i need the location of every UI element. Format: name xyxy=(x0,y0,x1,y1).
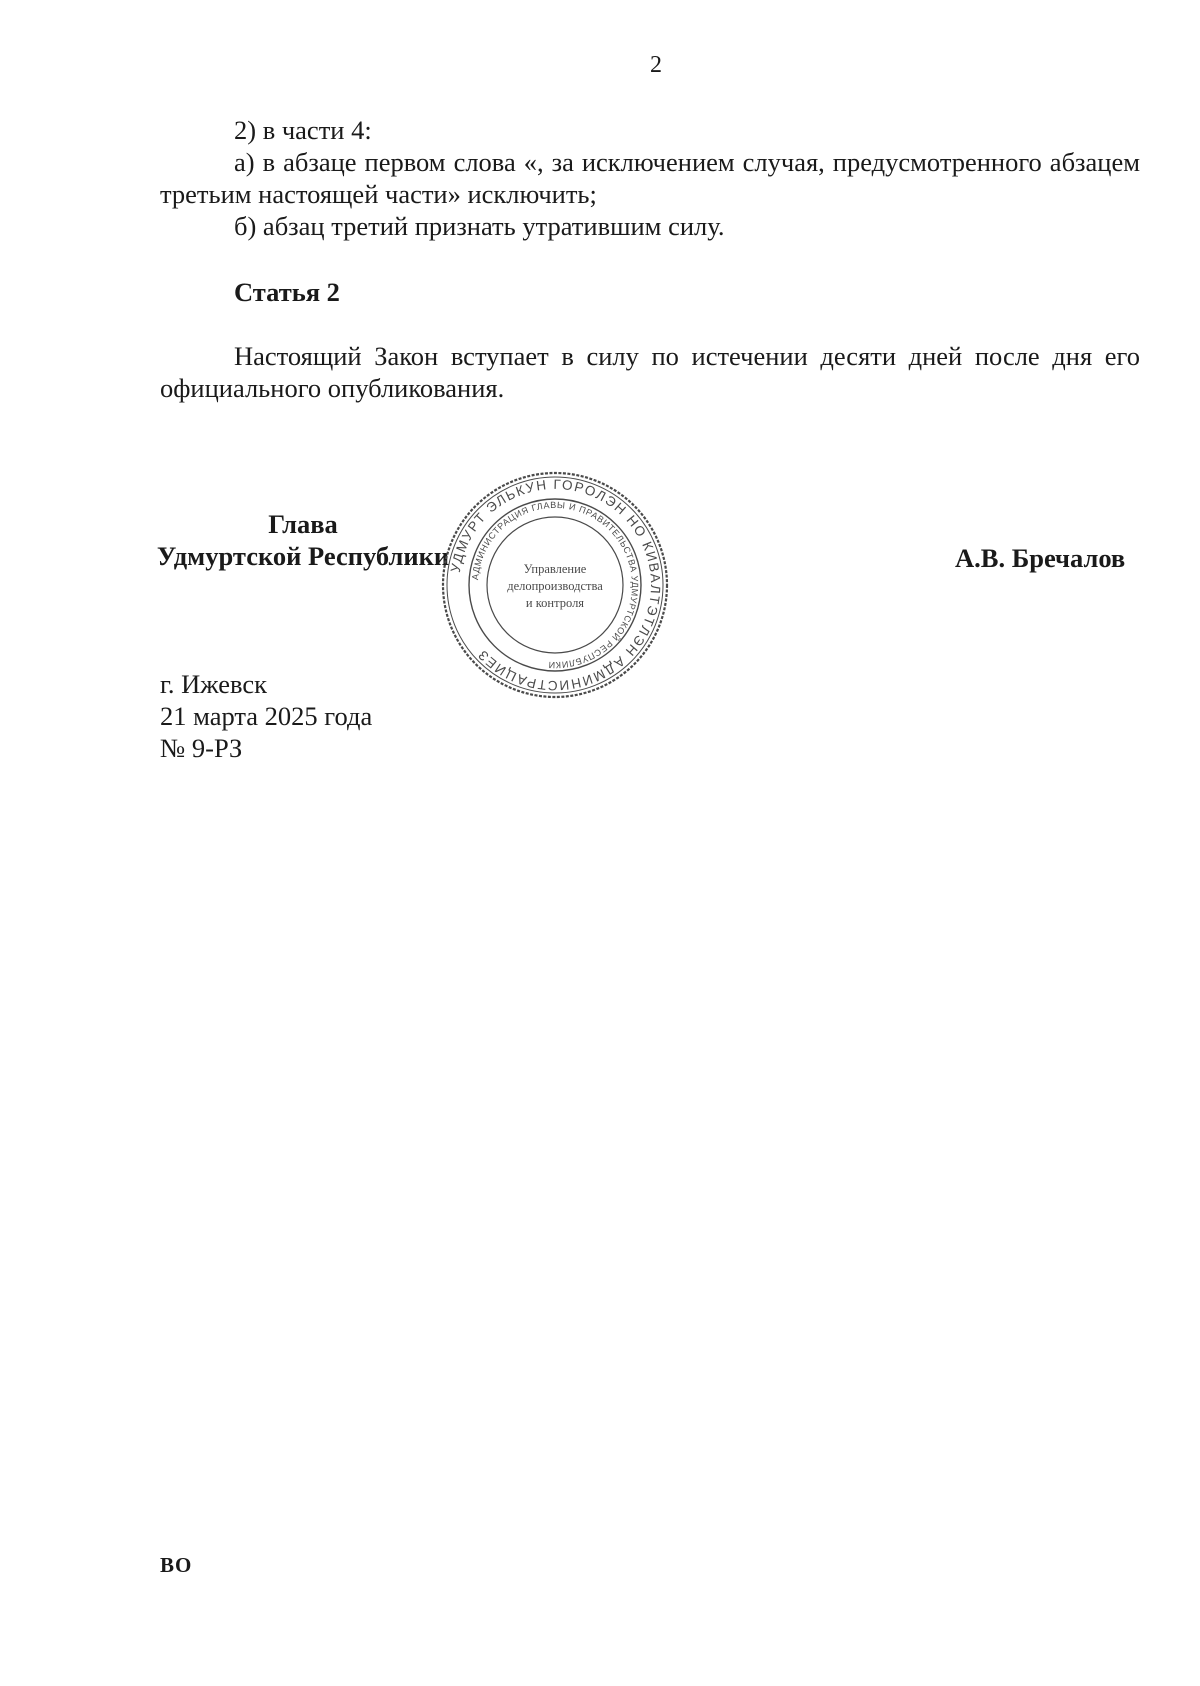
seal-center-line3: и контроля xyxy=(525,596,585,610)
seal-center-line1: Управление xyxy=(523,562,587,576)
place-date-block xyxy=(160,668,372,764)
official-seal-stamp xyxy=(440,470,670,700)
footer-mark: ВО xyxy=(160,1553,193,1577)
amendment-item-b: б) абзац третий признать утратившим силу. xyxy=(234,211,725,241)
seal-outer-ring-text: УДМУРТ ЭЛЬКУН ГОРОЛЭН НО КИВАЛТЭТЛЭН АДМИНИСТРАЦИЕЗ xyxy=(447,476,664,694)
seal-svg xyxy=(440,470,670,700)
seal-center-line2: делопроизводства xyxy=(507,579,603,593)
amendments-section xyxy=(160,114,1140,242)
signature-title-line1: Глава xyxy=(268,509,338,539)
page-number: 2 xyxy=(650,52,662,78)
article-2-section xyxy=(160,276,1140,404)
amendment-item-a: а) в абзаце первом слова «, за исключением случая, предусмотренного абзацем третьим настоящей части» исключить; xyxy=(160,147,1140,209)
seal-inner-ring-text: АДМИНИСТРАЦИЯ ГЛАВЫ И ПРАВИТЕЛЬСТВА УДМУРТСКОЙ РЕСПУБЛИКИ xyxy=(470,499,641,671)
city: г. Ижевск xyxy=(160,669,267,699)
law-number: № 9-РЗ xyxy=(160,733,243,763)
signing-date: 21 марта 2025 года xyxy=(160,701,373,731)
amendment-item-2: 2) в части 4: xyxy=(234,115,372,145)
article-text: Настоящий Закон вступает в силу по истечении десяти дней после дня его официального опубликования. xyxy=(160,341,1140,403)
signature-title xyxy=(142,508,464,572)
signatory-name: А.В. Бречалов xyxy=(955,543,1126,573)
article-heading: Статья 2 xyxy=(234,277,340,307)
signature-title-line2: Удмуртской Республики xyxy=(156,541,450,571)
